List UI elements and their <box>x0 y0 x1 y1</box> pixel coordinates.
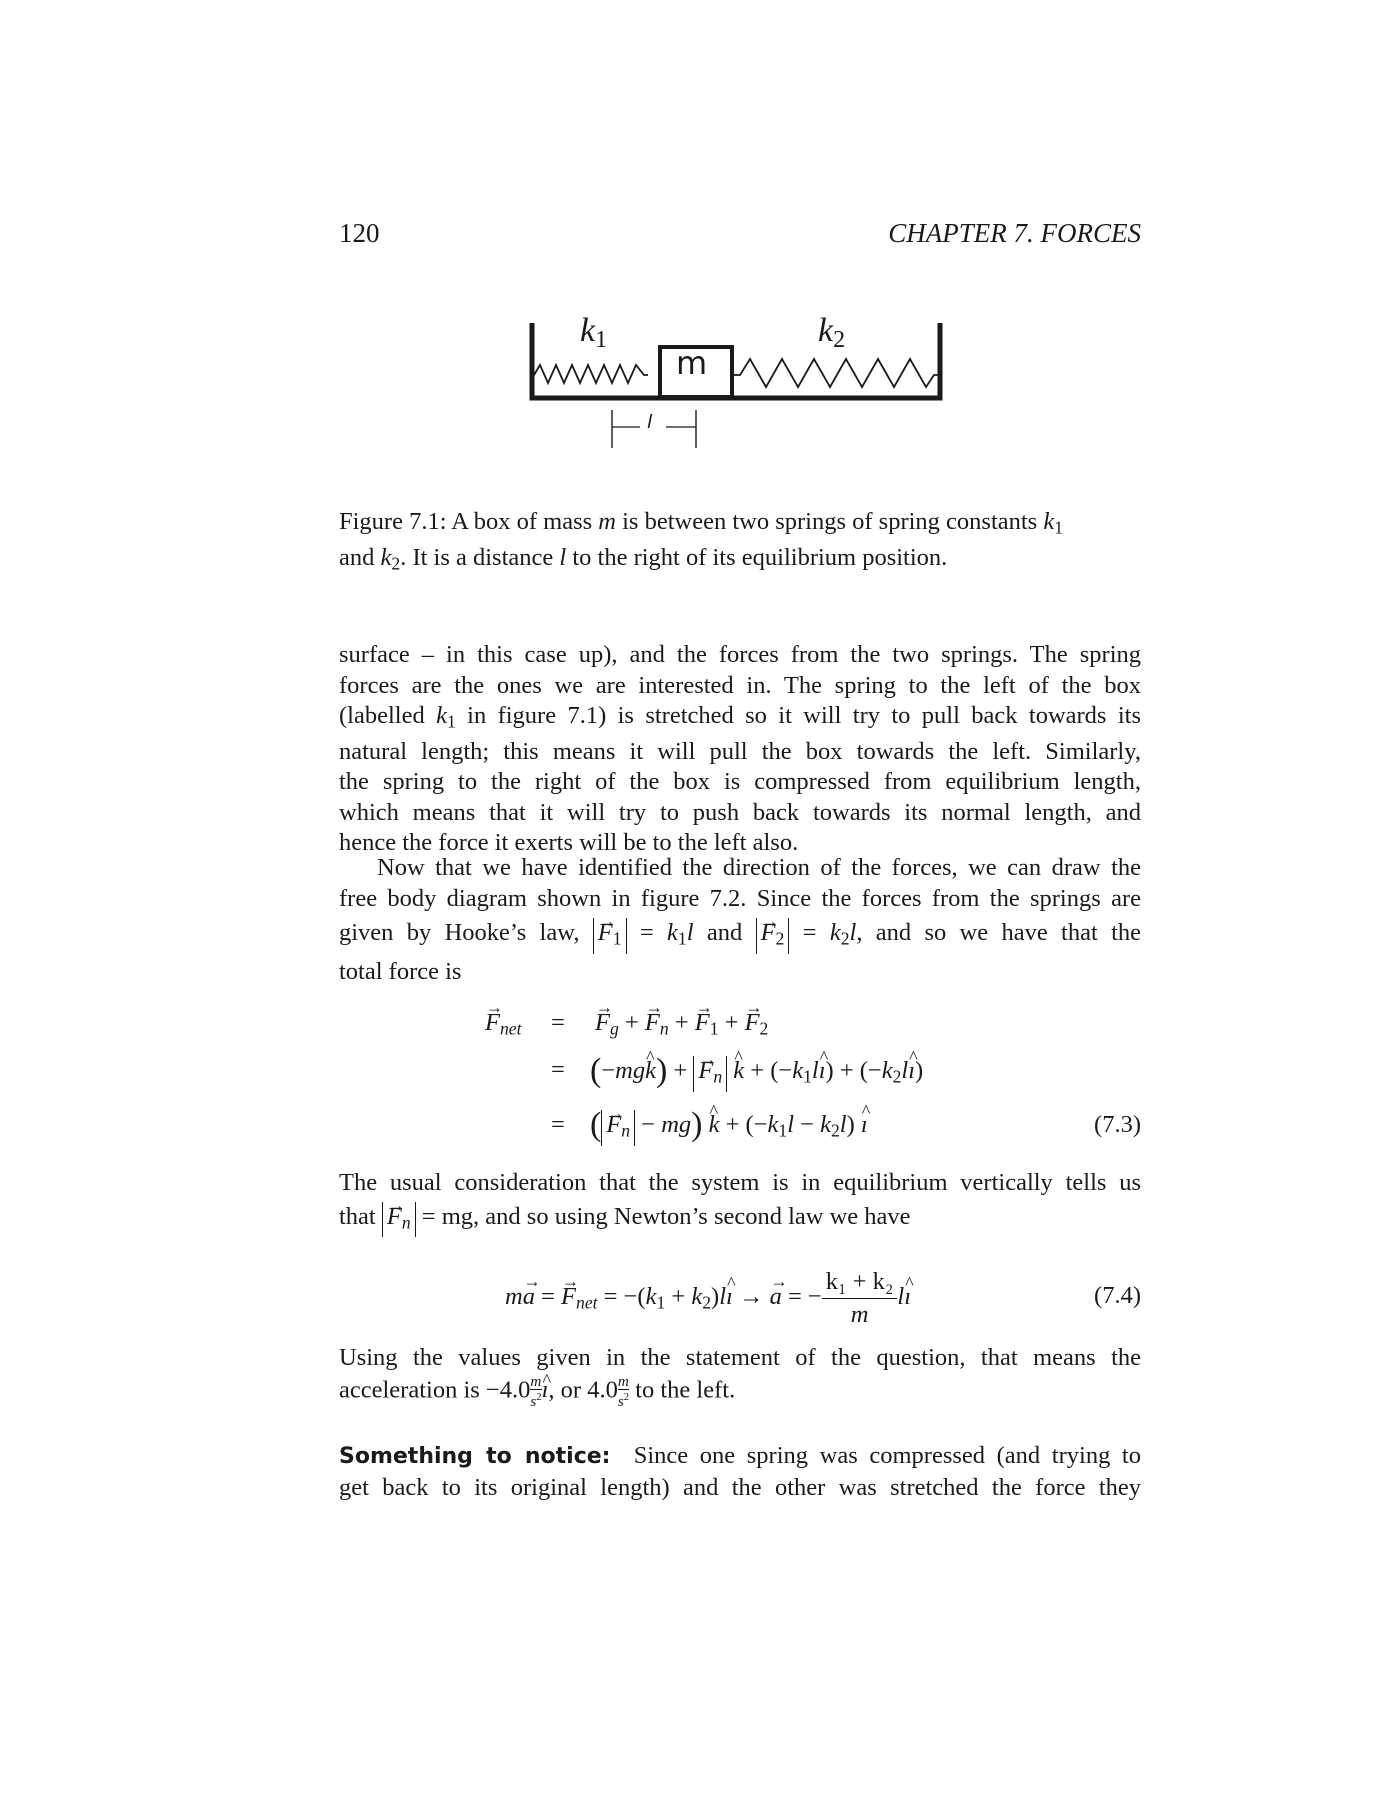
eq-7-3-row3: (→ $F_n - mg$) ^ $k + (-k_1l - k_2l)$ ^ ı <box>590 1106 868 1146</box>
right-spring <box>734 359 938 387</box>
chapter-title: CHAPTER 7. FORCES <box>888 218 1141 248</box>
page-number: 120 <box>339 218 380 248</box>
paragraph-4: Using the values given in the statement of the question, that means the acceleration is −4.0 $\frac{m}{s^2}$ ^ ı, or 4.0 $\frac{m}{s^2}$ to the left. <box>339 1343 1141 1409</box>
left-spring <box>534 365 648 383</box>
eq-7-4: m→ a = → $F_{net} = -(k_1$ + $k_2)l\^{}$ ı → → a = − $\frac{\text{k₁ + k₂}}{m}$ l^ ı <box>505 1268 911 1329</box>
paragraph-3: The usual consideration that the system is in equilibrium vertically tells us that → $F_n$ = mg, and so using Newton’s second law we have <box>339 1168 1141 1237</box>
distance-label: l <box>647 411 653 433</box>
paragraph-2: Now that we have identified the direction of the forces, we can draw the free body diagram shown in figure 7.2. Since the forces from the springs are given by Hooke’s law, → $F_1 = k_1l$ and → $F_2 = k_2l$, and so we have that the total force is <box>339 853 1141 988</box>
eq-7-3-lhs: → $F_{net}$ <box>485 1009 522 1039</box>
eq-7-3-row2: (−mg^ k) + → $F_n$ ^ $k + (-k_1l\^{}$ ı) + ($-k_2l\^{}$ ı) <box>590 1052 923 1092</box>
eq-7-3-row1: → $F_g$ + → $F_n$ + → $F_1$ + → $F_2$ <box>595 1009 768 1039</box>
paragraph-5: Something to notice: Since one spring was compressed (and trying to get back to its original length) and the other was stretched the force they <box>339 1442 1141 1501</box>
k1-label: k1 <box>580 312 608 353</box>
k2-label: k2 <box>818 312 846 353</box>
mass-label: m <box>676 344 708 382</box>
paragraph-1: surface – in this case up), and the forces from the two springs. The spring forces are the ones we are interested in. The spring to the left of the box (labelled $k_1$ in figure 7.1) is stretched so it will try to pull back towards its natural length; this means it will pull the box towards the left. Similarly, the spring to the right of the box is compressed from equilibrium length, which means that it will try to push back towards its normal length, and hence the force it exerts will be to the left also. <box>339 641 1141 857</box>
eq-7-4-number: (7.4) <box>1094 1282 1141 1309</box>
figure-caption: Figure 7.1: A box of mass m is between two springs of spring constants $k_1$ and $k_2$. It is a distance l to the right of its equilibrium position. <box>339 508 1064 574</box>
eq-7-3-number: (7.3) <box>1094 1111 1141 1138</box>
